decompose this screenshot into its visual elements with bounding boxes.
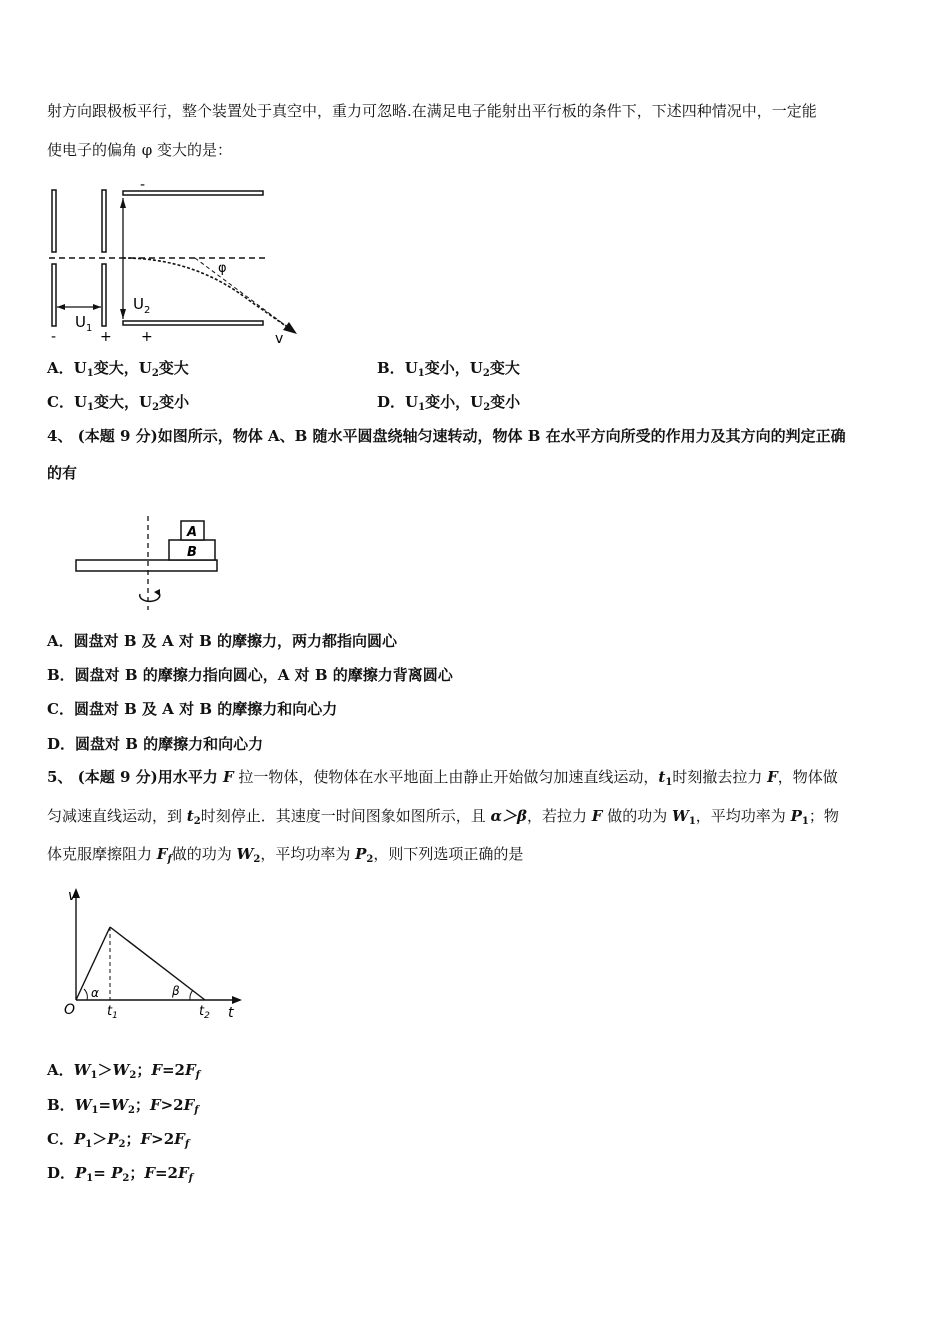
q4-option-a[interactable]: A．圆盘对 B 及 A 对 B 的摩擦力，两力都指向圆心: [47, 632, 397, 650]
q4-disk-figure: [70, 512, 225, 614]
q5-option-d[interactable]: D．$P_1= P_2$；$F=2F_f$: [47, 1164, 193, 1184]
q3-fig-phi: φ: [218, 261, 227, 276]
q3-stem-line-1: 射方向跟极板平行，整个装置处于真空中，重力可忽略.在满足电子能射出平行板的条件下，下述四种情况中，一定能: [47, 102, 817, 120]
q3-fig-minus-top: -: [140, 177, 146, 193]
q5-option-c[interactable]: C．$P_1>P_2$；$F>2F_f$: [47, 1130, 190, 1150]
q3-option-d[interactable]: D．$U_1$变小，$U_2$变小: [377, 393, 521, 413]
q3-fig-plus-left: +: [100, 329, 112, 345]
q5-stem-line-1: 5、 (本题 9 分)用水平力 F 拉一物体，使物体在水平地面上由静止开始做匀加速直线运动，$t_1$时刻撤去拉力 F，物体做: [47, 768, 838, 788]
q3-stem-line-2: 使电子的偏角 φ 变大的是：: [47, 141, 233, 159]
q3-option-a[interactable]: A．$U_1$变大，$U_2$变大: [47, 359, 189, 379]
q3-option-c[interactable]: C．$U_1$变大，$U_2$变小: [47, 393, 190, 413]
q4-stem-line-1: 4、 (本题 9 分)如图所示，物体 A、B 随水平圆盘绕轴匀速转动，物体 B 在水平方向所受的作用力及其方向的判定正确: [47, 427, 846, 445]
q5-vt-graph: [60, 884, 245, 1024]
q5-stem-line-2: 匀减速直线运动，到 $t_2$时刻停止．其速度一时间图象如图所示，且 α＞β，若拉力 F 做的功为 $W_1$，平均功率为 $P_1$；物: [47, 807, 839, 827]
q5-graph-t-label: t: [228, 1005, 234, 1021]
q5-graph-alpha: α: [91, 986, 99, 1000]
q3-fig-minus-bottom: -: [51, 329, 57, 345]
q5-graph-beta: β: [172, 984, 180, 998]
q3-fig-u2-label: $U_2$: [133, 295, 151, 316]
q4-option-d[interactable]: D．圆盘对 B 的摩擦力和向心力: [47, 735, 264, 753]
q3-option-b[interactable]: B．$U_1$变小，$U_2$变大: [377, 359, 520, 379]
q5-graph-v-label: v: [68, 888, 77, 904]
q5-stem-line-3: 体克服摩擦阻力 $F_f$做的功为 $W_2$，平均功率为 $P_2$，则下列选项正确的是: [47, 845, 524, 865]
q4-stem-line-2: 的有: [47, 464, 78, 482]
q5-graph-t2-label: $t_2$: [199, 1004, 210, 1021]
q4-block-a-label: A: [187, 525, 198, 540]
q5-graph-origin: O: [64, 1002, 76, 1018]
q3-fig-plus-bottom: +: [141, 329, 153, 345]
q3-deflection-figure: [45, 176, 310, 348]
q4-block-b-label: B: [187, 545, 197, 560]
q4-option-c[interactable]: C．圆盘对 B 及 A 对 B 的摩擦力和向心力: [47, 700, 338, 718]
q5-option-b[interactable]: B．$W_1=W_2$；$F>2F_f$: [47, 1096, 199, 1116]
q3-fig-u1-label: $U_1$: [75, 313, 93, 334]
q4-option-b[interactable]: B．圆盘对 B 的摩擦力指向圆心，A 对 B 的摩擦力背离圆心: [47, 666, 453, 684]
q5-option-a[interactable]: A．$W_1>W_2$；$F=2F_f$: [47, 1061, 200, 1081]
q5-graph-t1-label: $t_1$: [107, 1004, 118, 1021]
q3-fig-v-label: v: [275, 331, 284, 347]
